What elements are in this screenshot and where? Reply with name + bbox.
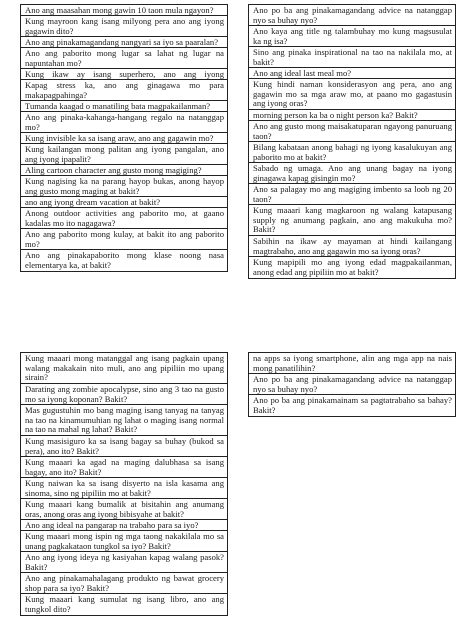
question-item: Ano ang ideal na pangarap na trabaho para sa iyo? bbox=[21, 520, 227, 531]
question-item: Darating ang zombie apocalypse, sino ang 3 tao na gusto mo sa iyong koponan? Bakit? bbox=[21, 384, 227, 405]
question-item: ano ang iyong dream vacation at bakit? bbox=[21, 197, 227, 208]
question-item: Kung mayroon kang isang milyong pera ano ang iyong gagawin dito? bbox=[21, 16, 227, 37]
question-item: Tumanda kaagad o manatiling bata magpakailanman? bbox=[21, 101, 227, 112]
question-item: Kung maaari kang bumalik at bisitahin ang anumang oras, anong oras ang iyong bibisyahe at bakit? bbox=[21, 499, 227, 520]
question-card-top-left bbox=[20, 4, 228, 272]
question-item: Aling cartoon character ang gusto mong magiging? bbox=[21, 165, 227, 176]
question-item: Ano po ba ang pinakamagandang advice na natanggap nyo sa buhay nyo? bbox=[249, 374, 455, 395]
question-item: Kung maaari mong ispin ng mga taong nakakilala mo sa unang pagkakataon tungkol sa iyo? Bakit? bbox=[21, 531, 227, 552]
question-card-top-right bbox=[248, 4, 456, 279]
question-item: Kung kailangan mong palitan ang iyong pangalan, ano ang iyong ipapalit? bbox=[21, 144, 227, 165]
question-item: Ano po ba ang pinakamagandang advice na natanggap nyo sa buhay nyo? bbox=[249, 5, 455, 26]
question-item: Ano ang paborito mong kulay, at bakit ito ang paborito mo? bbox=[21, 229, 227, 250]
question-item: Ano ang iyong ideya ng kasiyahan kapag walang pasok? Bakit? bbox=[21, 552, 227, 573]
question-item: Kung ikaw ay isang superhero, ano ang iyong bbox=[21, 69, 227, 80]
question-item: Ano ang paborito mong lugar sa lahat ng lugar na napuntahan mo? bbox=[21, 48, 227, 69]
question-item: Kung maaari kang magkaroon ng walang katapusang supply ng anumang pagkain, ano ang makukuha mo? Bakit? bbox=[249, 205, 455, 236]
question-item: Kung maaari kang sumulat ng isang libro, ano ang tungkol dito? bbox=[25, 594, 224, 614]
question-item: Sabado ng umaga. Ano ang unang bagay na iyong ginagawa kapag gisingin mo? bbox=[249, 163, 455, 184]
question-item: Ano ang pinakapaborito mong klase noong nasa elementarya ka, at bakit? bbox=[25, 250, 224, 270]
question-item: Kung naiwan ka sa isang disyerto na isla kasama ang sinoma, sino ng pipiliin mo at bakit? bbox=[21, 478, 227, 499]
question-item: Ano ang pinaka-kahanga-hangang regalo na natanggap mo? bbox=[21, 112, 227, 133]
question-item: Ano ang gusto mong maisakatuparan ngayong panuruang taon? bbox=[249, 121, 455, 142]
question-item: Ano sa palagay mo ang magiging imbento sa loob ng 20 taon? bbox=[249, 184, 455, 205]
question-card-bottom-right bbox=[248, 352, 456, 417]
question-item: Ano po ba ang pinakamainam sa pagtatrabaho sa bahay? Bakit? bbox=[253, 395, 452, 415]
question-item: Kung maaari ka agad na maging dalubhasa sa isang bagay, ano ito? Bakit? bbox=[21, 457, 227, 478]
question-item: Ano ang pinakamagandang nangyari sa iyo sa paaralan? bbox=[21, 37, 227, 48]
question-item: Kung mapipili mo ang iyong edad magpakailanman, anong edad ang pipiliin mo at bakit? bbox=[253, 257, 452, 277]
question-item: Anong outdoor activities ang paborito mo, at gaano kadalas mo ito nagagawa? bbox=[21, 208, 227, 229]
question-item: Bilang kabataan anong bahagi ng iyong kasalukuyan ang paborito mo at bakit? bbox=[249, 142, 455, 163]
question-item: Ano kaya ang title ng talambuhay mo kung magsusulat ka ng isa? bbox=[249, 26, 455, 47]
question-item: Kung invisible ka sa isang araw, ano ang gagawin mo? bbox=[21, 133, 227, 144]
question-item: Ano ang ideal last meal mo? bbox=[249, 68, 455, 79]
question-item: Kung masisiguro ka sa isang bagay sa buhay (bukod sa pera), ano ito? Bakit? bbox=[21, 436, 227, 457]
question-item: Sabihin na ikaw ay mayaman at hindi kailangang magtrabaho, ano ang gagawin mo sa iyong oras? bbox=[249, 236, 455, 257]
question-item: Mas gugustuhin mo bang maging isang tanyag na tanyag na tao na kinamumuhian ng lahat o maging isang normal na tao na mahal ng lahat? Bakit? bbox=[21, 405, 227, 436]
question-item: Kung hindi naman konsiderasyon ang pera, ano ang gagawin mo sa mga araw mo, at paano mo gagastusin ang iyong oras? bbox=[249, 79, 455, 110]
question-item: na apps sa iyong smartphone, alin ang mga app na nais mong panatilihin? bbox=[249, 353, 455, 374]
question-card-bottom-left bbox=[20, 352, 228, 616]
question-item: Sino ang pinaka inspirational na tao na nakilala mo, at bakit? bbox=[249, 47, 455, 68]
question-item: Kung maaari mong matanggal ang isang pagkain upang walang makakain nito muli, ano ang pipiliin mo upang sirain? bbox=[21, 353, 227, 384]
question-item: Ano ang maasahan mong gawin 10 taon mula ngayon? bbox=[21, 5, 227, 16]
question-item: Kapag stress ka, ano ang ginagawa mo para makapagpahinga? bbox=[21, 80, 227, 101]
question-item: morning person ka ba o night person ka? Bakit? bbox=[249, 110, 455, 121]
question-item: Kung nagising ka na parang hayop bukas, anong hayop ang gusto mong maging at bakit? bbox=[21, 176, 227, 197]
question-item: Ano ang pinakamahalagang produkto ng bawat grocery shop para sa iyo? Bakit? bbox=[21, 573, 227, 594]
